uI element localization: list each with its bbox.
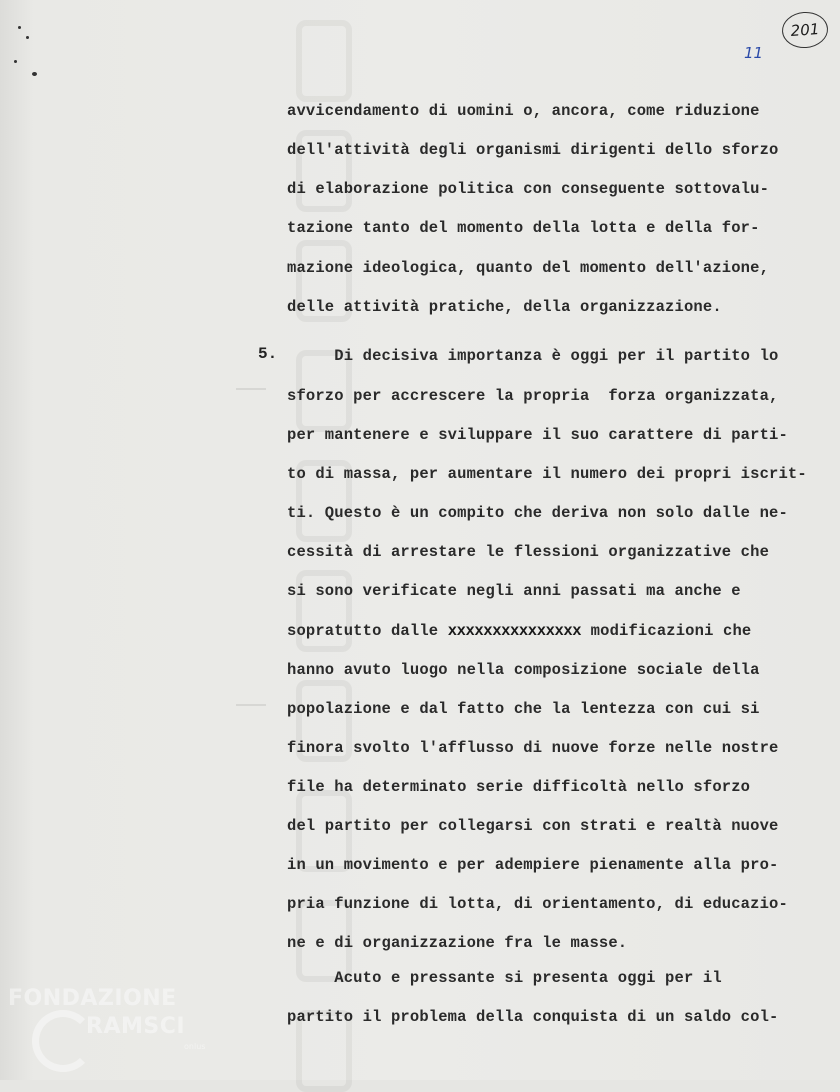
text-line: cessità di arrestare le flessioni organizzative che <box>287 543 770 561</box>
text-line: to di massa, per aumentare il numero dei propri iscrit- <box>287 465 807 483</box>
watermark-line3: onlus <box>184 1042 206 1051</box>
text-line: partito il problema della conquista di un saldo col- <box>287 1008 779 1026</box>
text-line: pria funzione di lotta, di orientamento, di educazio- <box>287 895 788 913</box>
text-line: Di decisiva importanza è oggi per il partito lo <box>287 347 779 365</box>
text-line: popolazione e dal fatto che la lentezza con cui si <box>287 700 760 718</box>
fondazione-gramsci-watermark <box>8 986 208 1066</box>
pencil-page-number: 11 <box>744 44 764 62</box>
section-number: 5. <box>258 345 278 363</box>
text-line: tazione tanto del momento della lotta e della for- <box>287 219 760 237</box>
text-line: per mantenere e sviluppare il suo carattere di parti- <box>287 426 788 444</box>
struck-out-word: xxxxxxxxxxxxxxx <box>447 622 582 640</box>
text-line: dell'attività degli organismi dirigenti dello sforzo <box>287 141 779 159</box>
margin-tick <box>236 704 266 706</box>
struck-line-prefix: sopratutto dalle <box>287 622 448 640</box>
watermark-line1: FONDAZIONE <box>8 986 177 1011</box>
text-line: finora svolto l'afflusso di nuove forze nelle nostre <box>287 739 779 757</box>
margin-dots <box>10 22 40 82</box>
margin-tick <box>236 388 266 390</box>
g-logo-icon <box>32 1010 94 1072</box>
text-line: delle attività pratiche, della organizzazione. <box>287 298 722 316</box>
text-line: ne e di organizzazione fra le masse. <box>287 934 628 952</box>
text-line: del partito per collegarsi con strati e realtà nuove <box>287 817 779 835</box>
text-line: Acuto e pressante si presenta oggi per il <box>287 969 722 987</box>
text-line: avvicendamento di uomini o, ancora, come riduzione <box>287 102 760 120</box>
watermark-line2: RAMSCI <box>86 1014 186 1039</box>
text-line: in un movimento e per adempiere pienamente alla pro- <box>287 856 779 874</box>
folio-number-circled: 201 <box>781 10 829 49</box>
text-line: ti. Questo è un compito che deriva non solo dalle ne- <box>287 504 788 522</box>
text-line: mazione ideologica, quanto del momento dell'azione, <box>287 259 770 277</box>
struck-line-suffix: modificazioni che <box>581 622 752 640</box>
text-line-with-strikeout <box>287 621 751 641</box>
text-line: si sono verificate negli anni passati ma anche e <box>287 582 741 600</box>
text-line: hanno avuto luogo nella composizione sociale della <box>287 661 760 679</box>
bleed-through-marks <box>296 0 356 1080</box>
text-line: file ha determinato serie difficoltà nello sforzo <box>287 778 751 796</box>
text-line: di elaborazione politica con conseguente sottovalu- <box>287 180 770 198</box>
text-line: sforzo per accrescere la propria forza organizzata, <box>287 387 779 405</box>
